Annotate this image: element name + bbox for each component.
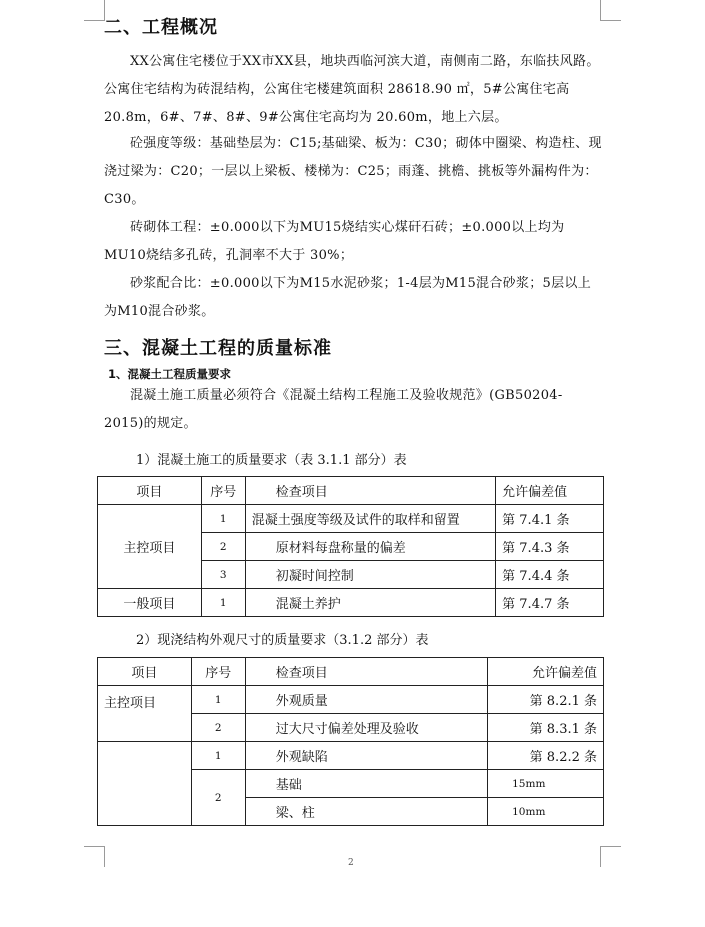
- row-item: 梁、柱: [245, 798, 487, 826]
- header-project: 项目: [98, 658, 192, 686]
- overview-paragraph-1: XX公寓住宅楼位于XX市XX县，地块西临河滨大道，南侧南二路，东临扶风路。公寓住宅结构为砖混结构，公寓住宅楼建筑面积 28618.90 ㎡，5#公寓住宅高 20.8m，6#、7#、8#、9#公寓住宅高均为 20.60m，地上六层。: [104, 54, 600, 125]
- overview-paragraph-4: 砂浆配合比：±0.000以下为M15水泥砂浆；1-4层为M15混合砂浆；5层以上为M10混合砂浆。: [104, 276, 592, 319]
- row-no: 2: [191, 770, 245, 826]
- table-row: [98, 742, 604, 770]
- row-value: 第 7.4.3 条: [496, 533, 604, 561]
- header-check-item: 检查项目: [245, 658, 487, 686]
- row-item: 过大尺寸偏差处理及验收: [245, 714, 487, 742]
- row-item: 外观缺陷: [245, 742, 487, 770]
- concrete-paragraph: 混凝土施工质量必须符合《混凝土结构工程施工及验收规范》(GB50204-2015)的规定。: [104, 388, 563, 431]
- row-item: 混凝土强度等级及试件的取样和留置: [245, 505, 495, 533]
- section-heading-overview: 二、工程概况: [104, 17, 218, 38]
- row-no: 1: [201, 589, 245, 617]
- row-no: 2: [191, 714, 245, 742]
- group-main-control: 主控项目: [98, 505, 202, 589]
- header-no: 序号: [201, 477, 245, 505]
- row-item: 混凝土养护: [245, 589, 495, 617]
- table2-caption: 2）现浇结构外观尺寸的质量要求（3.1.2 部分）表: [136, 633, 429, 648]
- header-project: 项目: [98, 477, 202, 505]
- row-item: 外观质量: [245, 686, 487, 714]
- group-empty: [98, 742, 192, 826]
- table-row: [98, 589, 604, 617]
- table-header-row: [98, 658, 604, 686]
- row-value: 第 7.4.4 条: [496, 561, 604, 589]
- group-main-control: 主控项目: [98, 686, 192, 742]
- row-no: 2: [201, 533, 245, 561]
- group-general: 一般项目: [98, 589, 202, 617]
- table-concrete-quality: [97, 476, 604, 617]
- table-row: [98, 505, 604, 533]
- row-value: 15mm: [488, 770, 604, 798]
- row-value: 第 7.4.7 条: [496, 589, 604, 617]
- row-value: 10mm: [488, 798, 604, 826]
- header-tolerance: 允许偏差值: [488, 658, 604, 686]
- subheading-quality: 1、混凝土工程质量要求: [108, 367, 232, 381]
- margin-mark-top-left: [84, 0, 105, 21]
- table-header-row: [98, 477, 604, 505]
- row-item: 原材料每盘称量的偏差: [245, 533, 495, 561]
- page-number: 2: [348, 858, 354, 868]
- margin-mark-bottom-left: [84, 846, 105, 867]
- row-item: 初凝时间控制: [245, 561, 495, 589]
- section-heading-concrete: 三、混凝土工程的质量标准: [104, 338, 332, 359]
- row-no: 1: [191, 686, 245, 714]
- row-no: 3: [201, 561, 245, 589]
- table-cast-structure: [97, 657, 604, 826]
- row-value: 第 8.2.2 条: [488, 742, 604, 770]
- row-no: 1: [201, 505, 245, 533]
- overview-paragraph-2: 砼强度等级：基础垫层为：C15;基础梁、板为：C30；砌体中圈梁、构造柱、现浇过梁为：C20；一层以上梁板、楼梯为：C25；雨蓬、挑檐、挑板等外漏构件为：C30。: [104, 136, 602, 207]
- overview-paragraph-3: 砖砌体工程：±0.000以下为MU15烧结实心煤矸石砖；±0.000以上均为MU10烧结多孔砖，孔洞率不大于 30%；: [104, 220, 565, 263]
- row-value: 第 8.3.1 条: [488, 714, 604, 742]
- row-item: 基础: [245, 770, 487, 798]
- table1-caption: 1）混凝土施工的质量要求（表 3.1.1 部分）表: [136, 453, 407, 468]
- row-value: 第 7.4.1 条: [496, 505, 604, 533]
- margin-mark-bottom-right: [600, 846, 621, 867]
- header-check-item: 检查项目: [245, 477, 495, 505]
- row-value: 第 8.2.1 条: [488, 686, 604, 714]
- header-tolerance: 允许偏差值: [496, 477, 604, 505]
- row-no: 1: [191, 742, 245, 770]
- margin-mark-top-right: [600, 0, 621, 21]
- table-row: [98, 686, 604, 714]
- header-no: 序号: [191, 658, 245, 686]
